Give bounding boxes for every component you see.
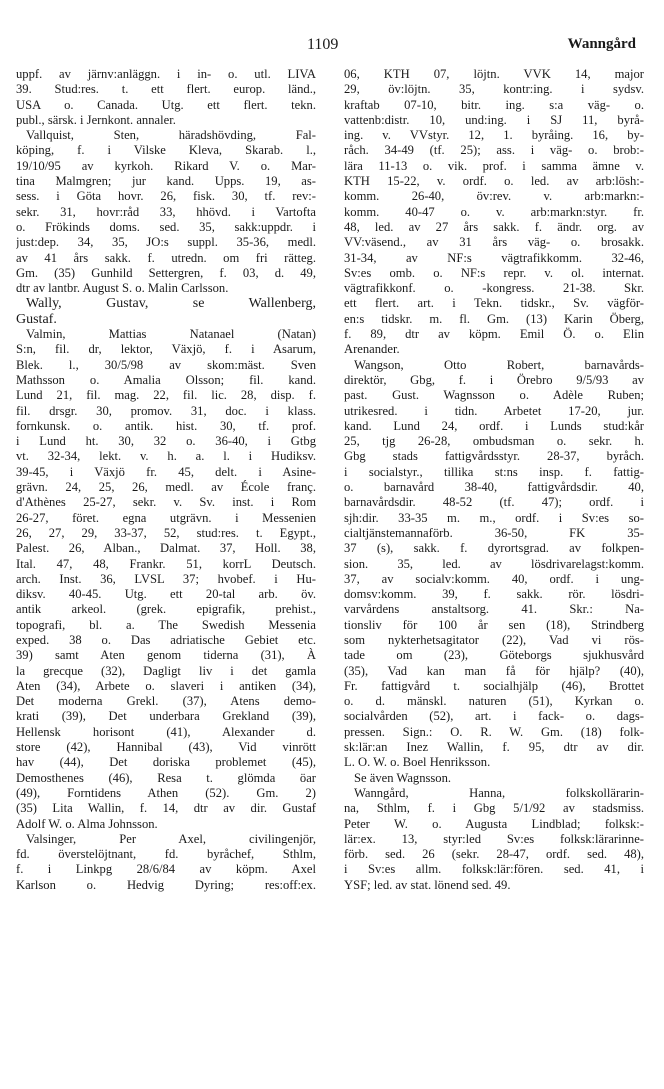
text-line: Mathsson o. Amalia Olsson; fil. kand. [16, 372, 316, 387]
text-line: arch. Inst. 36, LVSL 37; hvobef. i Hu- [16, 571, 316, 586]
text-line: topografi, bl. a. The Swedish Messenia [16, 617, 316, 632]
text-line: 26, 27, 29, 33-37, 52, stud:res. t. Egypt., [16, 525, 316, 540]
text-line: YSF; led. av stat. lönend sed. 49. [344, 877, 511, 892]
text-line: 39. Stud:res. t. ett flert. europ. länd., [16, 82, 316, 97]
text-line: na, Sthlm, f. i Gbg 5/1/92 av stadsmiss. [344, 801, 644, 816]
text-line: barnavårdsdir. 48-52 (tf. 47); ordf. i [344, 495, 644, 510]
text-line: f. i Linkpg 28/6/84 av köpm. Axel [16, 862, 316, 877]
text-line: fil. drsgr. 30, promov. 31, doc. i klass. [16, 403, 316, 418]
text-line: komm. 40-47 o. v. arb:markn:styr. fr. [344, 204, 644, 219]
text-line: pressen. Sign.: O. R. W. Gm. (18) folk- [344, 724, 644, 739]
text-line: som nykterhetsagitator (22), Vad vi rös- [344, 632, 644, 647]
text-line: av 41 års sakk. f. utredn. om fri rätteg. [16, 250, 316, 265]
text-line: past. Gust. Wagnsson o. Adèle Ruben; [344, 388, 644, 403]
text-line: förb. sed. 26 (sekr. 28-47, ordf. sed. 48), [344, 847, 644, 862]
text-line: KTH 15-22, v. ordf. o. led. av arb:lösh:- [344, 174, 644, 189]
text-line: vägtrafikkonf. o. -kongress. 21-38. Skr. [344, 281, 644, 296]
text-line: antik arkeol. (grek. epigrafik, prehist., [16, 602, 316, 617]
page-header [0, 36, 664, 60]
text-line: cialtjänstemannaförb. 36-50, FK 35- [344, 525, 644, 540]
text-line: Vallquist, Sten, häradshövding, Fal- [26, 128, 316, 143]
text-line: kand. Lund 24, ordf. i Lunds stud:kår [344, 418, 644, 433]
text-line: utrikesred. i tidn. Arbetet 17-20, jur. [344, 403, 644, 418]
text-line: tina Malmgren; jur kand. Upps. 19, as- [16, 174, 316, 189]
text-line: 39-45, i Växjö fr. 45, delt. i Asine- [16, 464, 316, 479]
left-column [16, 67, 316, 893]
text-line: vt. 32-34, lekt. v. h. a. l. i Hudiksv. [16, 449, 316, 464]
text-line: köping, f. i Vilske Kleva, Skarab. l., [16, 143, 316, 158]
text-line: 25, tjg 26-28, ombudsman o. sekr. h. [344, 434, 644, 449]
text-line: S:n, fil. dr, lektor, Växjö, f. i Asarum, [16, 342, 316, 357]
text-line: domsv:komm. 39, f. sakk. rör. lösdri- [344, 587, 644, 602]
text-line: ett flert. art. i Tekn. tidskr., Sv. vägför- [344, 296, 644, 311]
text-line: direktör, Gbg, f. i Örebro 9/5/93 av [344, 372, 644, 387]
text-line: Demosthenes (46), Resa t. glömda öar [16, 770, 316, 785]
text-line: (35) Lita Wallin, f. 14, dtr av dir. Gustaf [16, 801, 316, 816]
text-line: en:s tidskr. m. fl. Gm. (13) Karin Öberg, [344, 311, 644, 326]
text-line: sion. 35, led. av lösdrivarelagst:komm. [344, 556, 644, 571]
text-line: ing. v. VVstyr. 12, 1. byråing. 16, by- [344, 128, 644, 143]
text-line: Gbg stads fattigvårdsstyr. 28-37, byråch. [344, 449, 644, 464]
text-line: hav (44), Det doriska problemet (45), [16, 755, 316, 770]
text-line: 31-34, av NF:s vägtrafikkomm. 32-46, [344, 250, 644, 265]
text-line: Lund 21, fil. mag. 22, fil. lic. 28, disp. f. [16, 388, 316, 403]
right-column [344, 67, 644, 893]
text-line: i socialstyr., tillika st:ns insp. f. fattig- [344, 464, 644, 479]
text-line: Det moderna Grekl. (37), Atens demo- [16, 694, 316, 709]
text-line: Wanngård, Hanna, folkskollärarin- [354, 785, 644, 800]
text-line: 06, KTH 07, löjtn. VVK 14, major [344, 67, 644, 81]
page-number: 1109 [307, 36, 339, 53]
text-line: tade om (23), Göteborgs sjukhusvård [344, 648, 644, 663]
text-line: Valsinger, Per Axel, civilingenjör, [26, 831, 316, 846]
text-line: Wangson, Otto Robert, barnavårds- [354, 357, 644, 372]
text-line: o. Frökinds doms. sed. 35, sakk:uppdr. i [16, 219, 316, 234]
text-line: Adolf W. o. Alma Johnsson. [16, 816, 158, 831]
text-line: L. O. W. o. Boel Henriksson. [344, 755, 491, 770]
text-line: Wally, Gustav, se Wallenberg, [26, 296, 316, 312]
text-line: (49), Forntidens Athen (52). Gm. 2) [16, 785, 316, 800]
text-line: tionsliv för 100 år sen (18), Strindberg [344, 617, 644, 632]
text-line: (35), Vad kan man få för hjälp? (40), [344, 663, 644, 678]
text-line: f. 89, dtr av köpm. Emil Ö. o. Elin [344, 327, 644, 342]
text-line: Blek. l., 30/5/98 av skom:mäst. Sven [16, 357, 316, 372]
text-line: Gm. (35) Gunhild Settergren, f. 03, d. 49, [16, 265, 316, 280]
text-line: i Sv:es allm. folksk:lär:fören. sed. 41, i [344, 862, 644, 877]
text-line: uppf. av järnv:anläggn. i in- o. utl. LIVA [16, 67, 316, 81]
text-line: Sv:es omb. o. NF:s repr. v. ol. internat. [344, 265, 644, 280]
text-line: 37, av socialv:komm. 40, ordf. i ung- [344, 571, 644, 586]
text-line: varvårdens anstaltsorg. 41. Skr.: Na- [344, 602, 644, 617]
text-line: i Lund ht. 30, 32 o. 36-40, i Gtbg [16, 434, 316, 449]
text-line: Se även Wagnsson. [354, 770, 452, 785]
text-line: Palest. 26, Alban., Dalmat. 37, Holl. 38, [16, 541, 316, 556]
text-line: sess. i Göta hovr. 26, fisk. 30, tf. rev:- [16, 189, 316, 204]
text-line: socialvården (52), art. i fack- o. dags- [344, 709, 644, 724]
text-line: Gustaf. [16, 311, 57, 327]
text-line: kraftab 07-10, bitr. ing. s:a väg- o. [344, 97, 644, 112]
text-line: Arenander. [344, 342, 400, 357]
text-line: Hellensk horisont (41), Alexander d. [16, 724, 316, 739]
text-line: USA o. Canada. Utg. ett flert. tekn. [16, 97, 316, 112]
text-line: Peter W. o. Augusta Lindblad; folksk:- [344, 816, 644, 831]
text-line: 48, led. av 27 års sakk. f. ändr. org. av [344, 219, 644, 234]
text-line: 29, öv:löjtn. 35, kontr:ing. i sydsv. [344, 82, 644, 97]
text-line: 26-27, föret. egna utgrävn. i Messenien [16, 510, 316, 525]
text-line: Karlson o. Hedvig Dyring; res:off:ex. [16, 877, 316, 892]
text-line: Aten (34), Arbete o. slaveri i antiken (34), [16, 678, 316, 693]
text-line: lär:ex. 13, styr:led Sv:es folksk:lärarinne- [344, 831, 644, 846]
text-line: råch. 34-49 (tf. 25); ass. i väg- o. brob:- [344, 143, 644, 158]
text-line: grävn. 24, 25, 26, medl. av École franç. [16, 480, 316, 495]
text-line: VV:väsend., av 31 års väg- o. brosakk. [344, 235, 644, 250]
text-line: o. d. mänskl. naturen (51), Kyrkan o. [344, 694, 644, 709]
text-line: fd. överstelöjtnant, fd. byråchef, Sthlm, [16, 847, 316, 862]
text-line: 39) samt Aten genom tiderna (31), À [16, 648, 316, 663]
text-line: krati (39), Det underbara Grekland (39), [16, 709, 316, 724]
text-line: Fr. fattigvård t. socialhjälp (46), Brottet [344, 678, 644, 693]
text-line: Valmin, Mattias Natanael (Natan) [26, 327, 316, 342]
text-line: store (42), Hannibal (43), Vid vinrött [16, 740, 316, 755]
text-line: publ., särsk. i Jernkont. annaler. [16, 112, 176, 127]
text-line: sekr. 31, hovr:råd 33, hhövd. i Vartofta [16, 204, 316, 219]
text-line: diksv. 40-45. Utg. ett 20-tal arb. öv. [16, 587, 316, 602]
text-line: vattenb:distr. 10, und:ing. i SJ 11, byrå- [344, 112, 644, 127]
text-line: lära 11-13 o. vik. prof. i samma ämne v. [344, 158, 644, 173]
text-line: komm. 26-40, öv:rev. v. arb:markn:- [344, 189, 644, 204]
text-line: la grecque (32), Dagligt liv i det gamla [16, 663, 316, 678]
text-line: dtr av lantbr. August S. o. Malin Carlsson. [16, 281, 229, 296]
running-head: Wanngård [567, 36, 636, 52]
text-line: sk:lär:an Inez Wallin, f. 95, dtr av dir. [344, 740, 644, 755]
text-line: 37 (s), sakk. f. dyrortsgrad. av folkpen- [344, 541, 644, 556]
text-line: exped. 38 o. Das adriatische Gebiet etc. [16, 632, 316, 647]
text-line: o. barnavård 38-40, fattigvårdsdir. 40, [344, 480, 644, 495]
text-line: d'Athènes 25-27, sekr. v. Sv. inst. i Rom [16, 495, 316, 510]
text-line: 19/10/95 av kyrkoh. Rikard V. o. Mar- [16, 158, 316, 173]
text-line: sjh:dir. 33-35 m. m., ordf. i Sv:es so- [344, 510, 644, 525]
text-line: fornkunsk. o. antik. hist. 30, tf. prof. [16, 418, 316, 433]
text-line: just:dep. 34, 35, JO:s suppl. 35-36, medl. [16, 235, 316, 250]
text-line: Ital. 47, 48, Frankr. 51, korrL Deutsch. [16, 556, 316, 571]
